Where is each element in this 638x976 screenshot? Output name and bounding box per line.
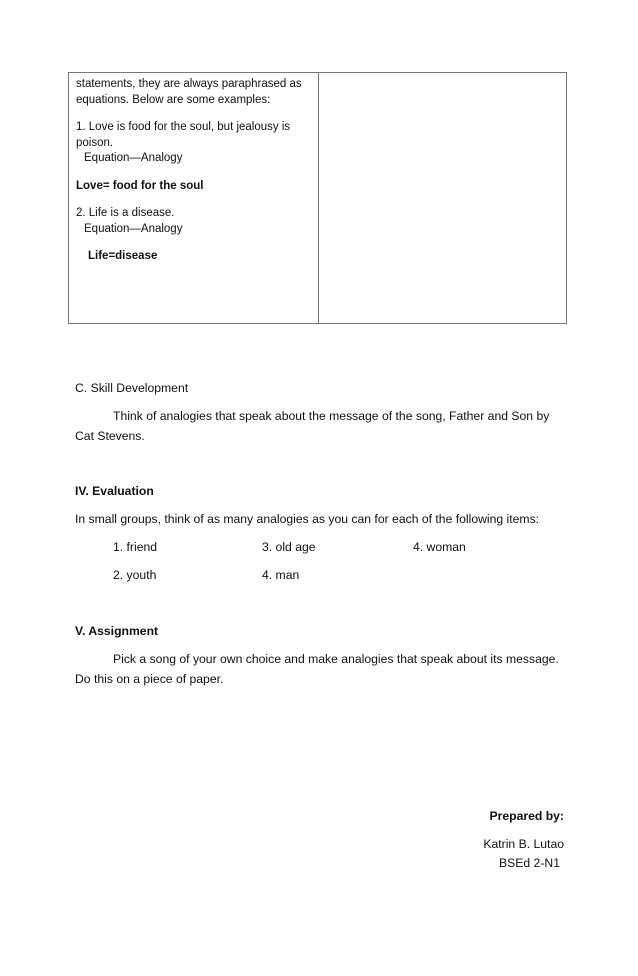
evaluation-heading: IV. Evaluation: [75, 484, 154, 498]
assignment-heading: V. Assignment: [75, 624, 159, 638]
evaluation-item: 4. man: [262, 568, 300, 582]
table-text-line: equations. Below are some examples:: [76, 93, 271, 106]
example-two-result: Life=disease: [88, 250, 158, 262]
example-two-equation: Equation—Analogy: [84, 222, 183, 235]
example-one-line: 1. Love is food for the soul, but jealousy is: [76, 121, 291, 133]
evaluation-item: 4. woman: [413, 540, 466, 554]
example-one-result: Love= food for the soul: [76, 179, 204, 192]
preparer-name: Katrin B. Lutao: [483, 837, 564, 851]
evaluation-item: 3. old age: [262, 540, 316, 554]
evaluation-item: 2. youth: [113, 568, 157, 582]
preparer-course: BSEd 2-N1: [499, 856, 560, 870]
example-one-line: poison.: [76, 136, 114, 149]
table-right-cell: [319, 73, 566, 323]
assignment-paragraph: Pick a song of your own choice and make analogies that speak about its message. Do this on a piece of paper.: [75, 652, 559, 686]
evaluation-instruction: In small groups, think of as many analogies as you can for each of the following items:: [75, 512, 540, 526]
prepared-by-label: Prepared by:: [489, 809, 564, 823]
skill-development-heading: C. Skill Development: [75, 381, 189, 395]
evaluation-item: 1. friend: [113, 540, 158, 554]
example-one-equation: Equation—Analogy: [84, 152, 183, 164]
skill-development-paragraph: Think of analogies that speak about the message of the song, Father and Son by Cat Stevens.: [75, 409, 550, 443]
example-two-line: 2. Life is a disease.: [76, 207, 175, 219]
table-left-cell: [69, 73, 319, 323]
table-text-line: statements, they are always paraphrased as: [76, 78, 302, 90]
lesson-table: [68, 72, 567, 324]
